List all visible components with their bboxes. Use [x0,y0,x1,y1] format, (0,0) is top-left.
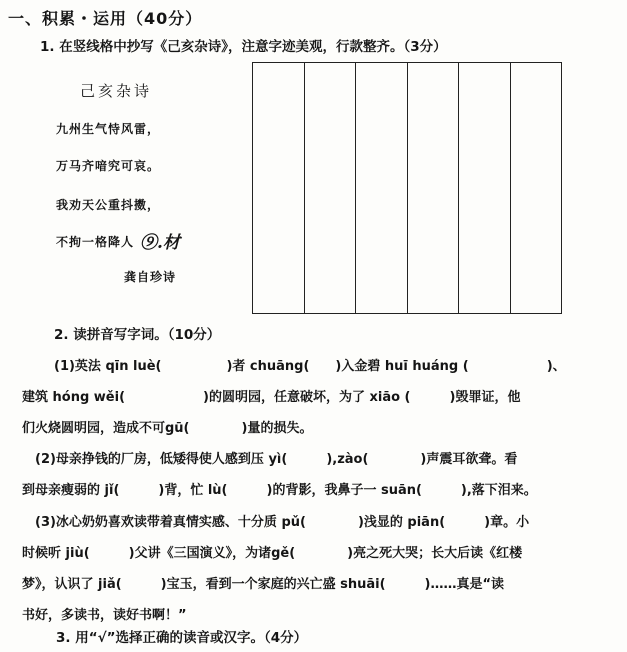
handwritten-answer: ⑨.材 [140,233,180,253]
q2-line-4: (2)母亲挣钱的厂房，低矮得使人感到压 yì( ),zào( )声震耳欲聋。看 [22,452,518,467]
poem-line-4: 不拘一格降人 [56,235,135,249]
copy-grid[interactable] [252,62,562,314]
q2-line-9: 书好，多读书，读好书啊！” [22,608,187,623]
question-2-label: 2. 读拼音写字词。（10分） [54,327,221,343]
poem-author: 龚自珍诗 [124,270,177,284]
grid-column[interactable] [253,63,305,313]
question-1-label: 1. 在竖线格中抄写《己亥杂诗》，注意字迹美观，行款整齐。（3分） [40,39,447,55]
q2-line-5: 到母亲瘦弱的 jǐ( )背，忙 lù( )的背影，我鼻子一 suān( ),落下泪来。 [22,483,537,498]
q2-line-6: (3)冰心奶奶喜欢读带着真情实感、十分质 pǔ( )浅显的 piān( )章。小 [22,515,530,530]
grid-column[interactable] [511,63,562,313]
grid-column[interactable] [356,63,408,313]
grid-column[interactable] [408,63,460,313]
q2-line-3: 们火烧圆明园，造成不可gū( )量的损失。 [22,421,313,436]
section-title: 一、积累・运用（40分） [8,9,203,28]
poem-line-3: 我劝天公重抖擞， [56,198,161,212]
poem-line-2: 万马齐喑究可哀。 [56,159,161,173]
q2-line-7: 时候听 jiù( )父讲《三国演义》，为诸gě( )亮之死大哭；长大后读《红楼 [22,546,523,561]
grid-column[interactable] [305,63,357,313]
poem-title: 己亥杂诗 [80,82,153,100]
poem-line-1: 九州生气恃风雷， [56,122,161,136]
q2-line-1: (1)英法 qīn luè( )者 chuāng( )入金碧 huī huáng ( )、 [54,359,566,374]
q2-line-8: 梦》，认识了 jiǎ( )宝玉，看到一个家庭的兴亡盛 shuāi( )……真是“读 [22,577,505,592]
grid-column[interactable] [459,63,511,313]
q2-line-2: 建筑 hóng wěi( )的圆明园，任意破坏，为了 xiāo ( )毁罪证，他 [22,390,521,405]
question-3-label: 3. 用“√”选择正确的读音或汉字。（4分） [56,630,308,646]
